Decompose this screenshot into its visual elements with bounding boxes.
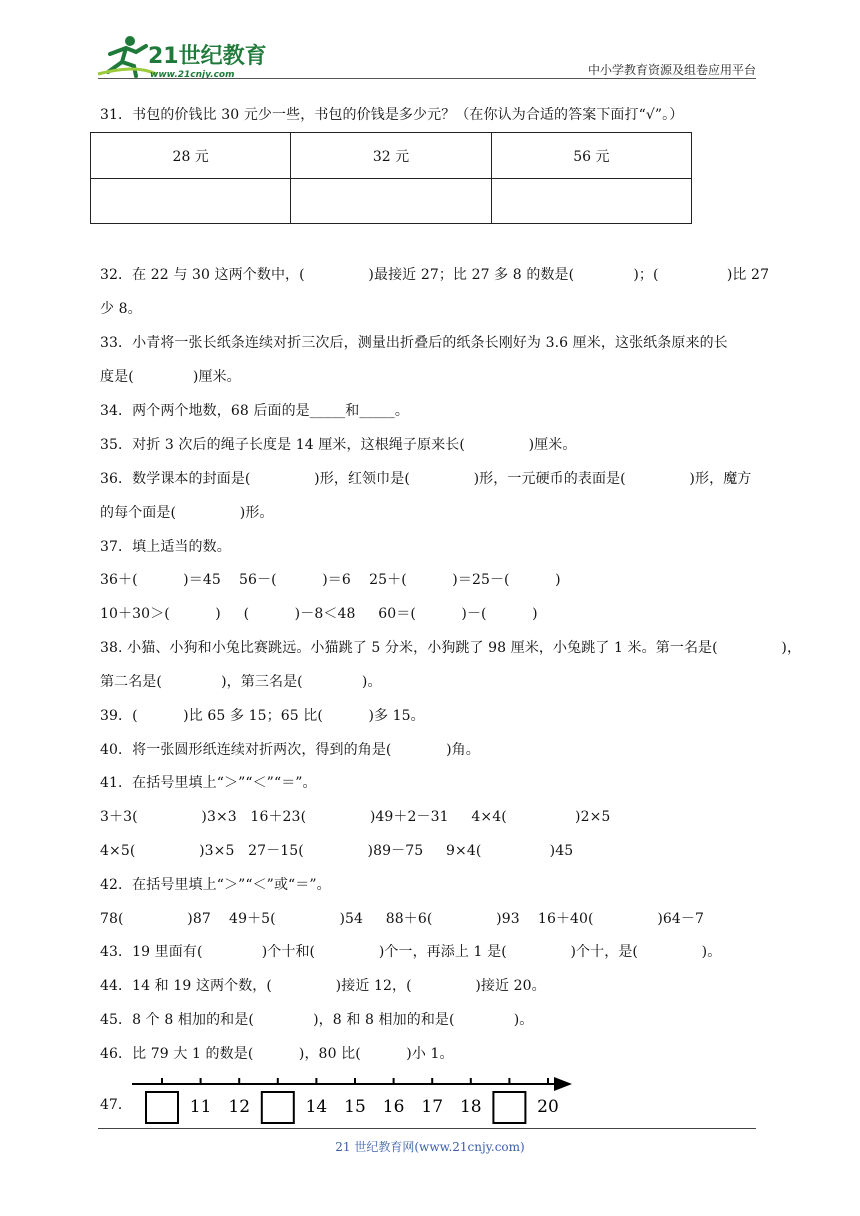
answer-table-31 bbox=[90, 132, 692, 224]
number-line-47 bbox=[98, 1072, 588, 1124]
question-44: 44．14 和 19 这两个数，( )接近 12，( )接近 20。 bbox=[100, 978, 546, 994]
header-divider bbox=[98, 78, 756, 79]
question-33-cont: 度是( )厘米。 bbox=[100, 369, 241, 385]
number-line-answer-box[interactable] bbox=[262, 1092, 294, 1123]
question-36: 36．数学课本的封面是( )形，红领巾是( )形，一元硬币的表面是( )形，魔方 bbox=[100, 471, 752, 487]
question-41: 41．在括号里填上“＞”“＜”“＝”。 bbox=[100, 775, 317, 791]
number-line-label: 14 bbox=[305, 1097, 328, 1117]
number-line-label: 15 bbox=[344, 1097, 366, 1117]
question-39: 39．( )比 65 多 15；65 比( )多 15。 bbox=[100, 708, 425, 724]
question-35: 35．对折 3 次后的绳子长度是 14 厘米，这根绳子原来长( )厘米。 bbox=[100, 437, 577, 453]
logo-wordmark: 21世纪教育 bbox=[148, 44, 266, 69]
question-47-label: 47． bbox=[100, 1097, 132, 1113]
question-38-cont: 第二名是( )，第三名是( )。 bbox=[100, 674, 382, 690]
number-line-label: 12 bbox=[228, 1097, 251, 1117]
logo-url: www.21cnjy.com bbox=[150, 70, 235, 80]
number-line-answer-box[interactable] bbox=[146, 1092, 178, 1123]
question-37-row-2: 10＋30＞( ) ( )－8＜48 60＝( )－( ) bbox=[100, 606, 538, 622]
answer-cell[interactable] bbox=[91, 179, 291, 224]
option-cell: 32 元 bbox=[291, 133, 491, 179]
number-line-label: 20 bbox=[537, 1097, 559, 1117]
question-45: 45．8 个 8 相加的和是( )，8 和 8 相加的和是( )。 bbox=[100, 1012, 534, 1028]
question-40: 40．将一张圆形纸连续对折两次，得到的角是( )角。 bbox=[100, 742, 480, 758]
question-32-cont: 少 8。 bbox=[100, 301, 142, 317]
number-line-label: 16 bbox=[382, 1097, 405, 1117]
question-31: 31．书包的价钱比 30 元少一些，书包的价钱是多少元？（在你认为合适的答案下面打“√”。） bbox=[100, 107, 684, 123]
question-38: 38. 小猫、小狗和小兔比赛跳远。小猫跳了 5 分米，小狗跳了 98 厘米，小兔跳了 1 米。第一名是( )， bbox=[100, 640, 802, 656]
question-37-row-1: 36＋( )＝45 56－( )＝6 25＋( )＝25－( ) bbox=[100, 572, 561, 588]
answer-cell[interactable] bbox=[291, 179, 491, 224]
question-42-row: 78( )87 49＋5( )54 88＋6( )93 16＋40( )64－7 bbox=[100, 911, 705, 927]
footer-divider bbox=[98, 1128, 756, 1129]
question-43: 43．19 里面有( )个十和( )个一，再添上 1 是( )个十，是( )。 bbox=[100, 944, 722, 960]
site-logo bbox=[96, 34, 266, 80]
number-line-answer-box[interactable] bbox=[493, 1092, 525, 1123]
question-46: 46．比 79 大 1 的数是( )，80 比( )小 1。 bbox=[100, 1046, 454, 1062]
number-line-label: 17 bbox=[421, 1097, 444, 1117]
question-32: 32．在 22 与 30 这两个数中，( )最接近 27；比 27 多 8 的数是( )；( )比 27 bbox=[100, 267, 770, 283]
question-34: 34．两个两个地数，68 后面的是_____和_____。 bbox=[100, 403, 409, 419]
number-line-graphic bbox=[98, 1072, 588, 1124]
question-41-row-2: 4×5( )3×5 27－15( )89－75 9×4( )45 bbox=[100, 843, 574, 859]
question-42: 42．在括号里填上“＞”“＜”或“＝”。 bbox=[100, 877, 331, 893]
option-cell: 56 元 bbox=[491, 133, 691, 179]
question-36-cont: 的每个面是( )形。 bbox=[100, 505, 274, 521]
platform-title: 中小学教育资源及组卷应用平台 bbox=[587, 63, 756, 77]
answer-cell[interactable] bbox=[491, 179, 691, 224]
option-cell: 28 元 bbox=[91, 133, 291, 179]
question-37: 37．填上适当的数。 bbox=[100, 539, 231, 555]
number-line-label: 11 bbox=[189, 1097, 212, 1117]
number-line-label: 18 bbox=[459, 1097, 482, 1117]
question-33: 33．小青将一张长纸条连续对折三次后，测量出折叠后的纸条长刚好为 3.6 厘米，这张纸条原来的长 bbox=[100, 335, 728, 351]
arrow-head-icon bbox=[554, 1077, 572, 1091]
question-41-row-1: 3＋3( )3×3 16＋23( )49＋2－31 4×4( )2×5 bbox=[100, 809, 611, 825]
footer-text: 21 世纪教育网(www.21cnjy.com) bbox=[335, 1140, 525, 1154]
